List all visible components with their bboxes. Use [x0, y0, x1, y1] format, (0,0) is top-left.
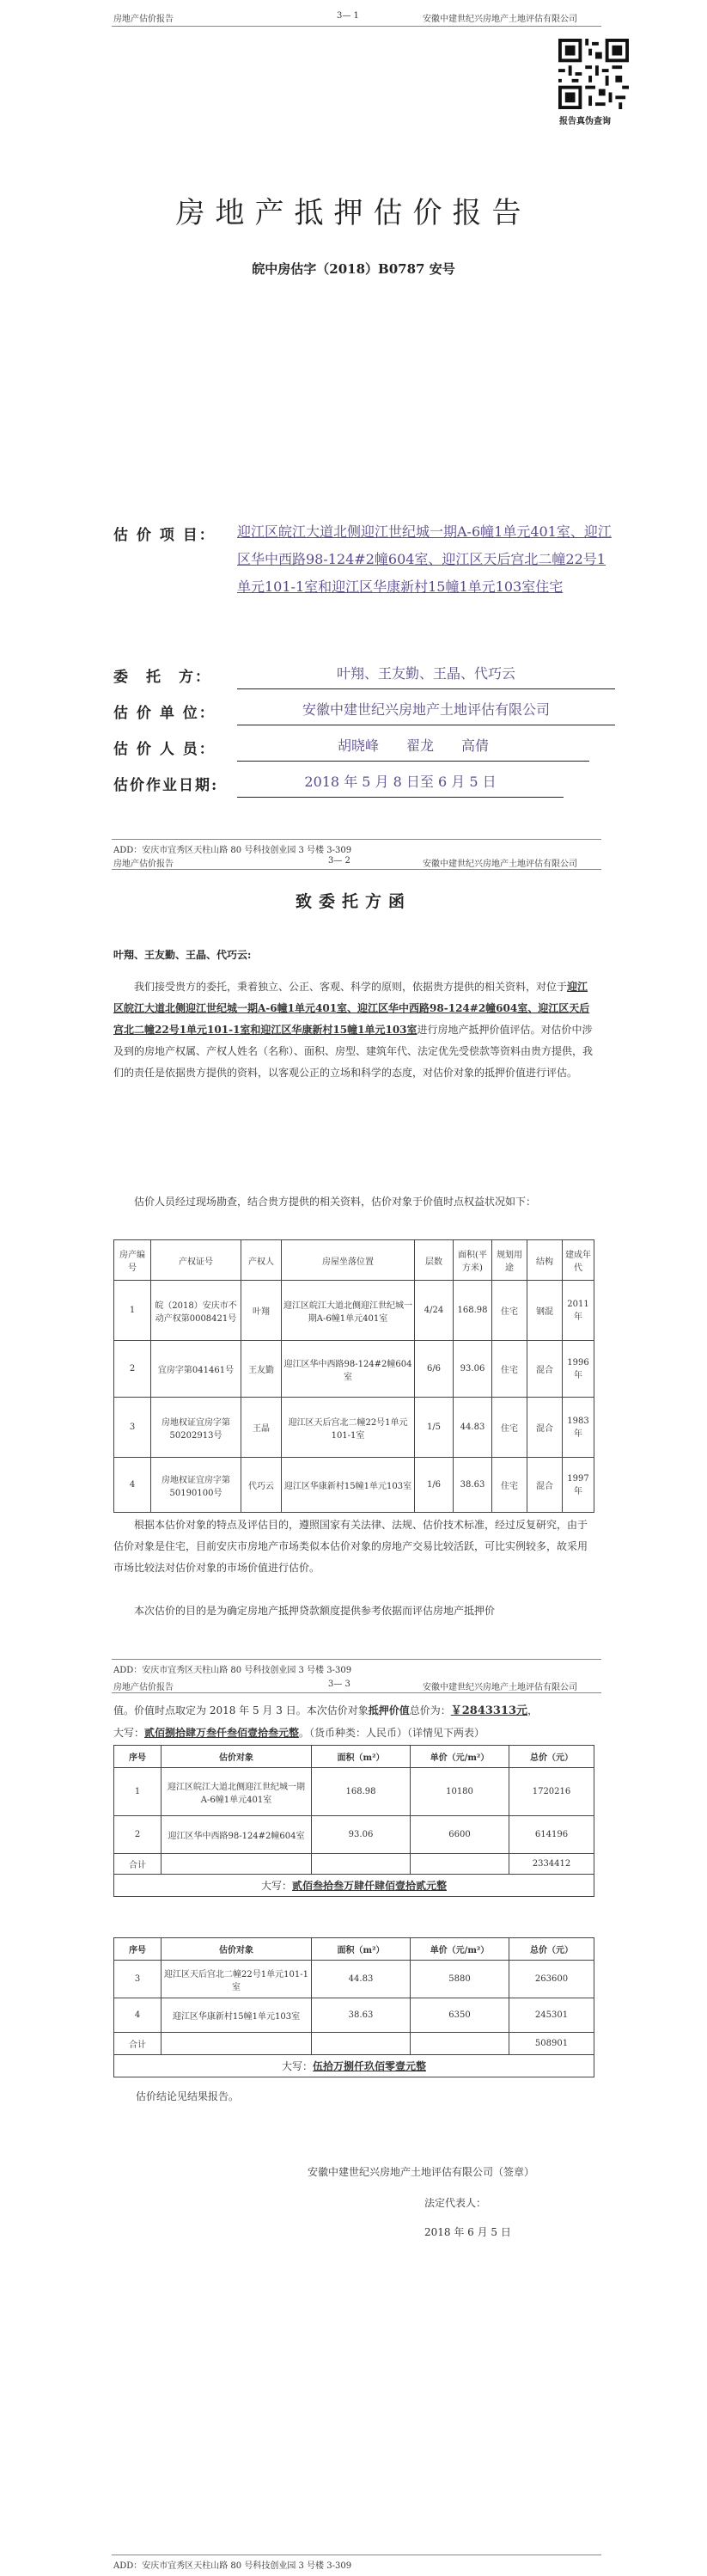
cell: [411, 1854, 509, 1875]
caps-cell: [114, 2055, 594, 2077]
cell: 代巧云: [241, 1458, 282, 1513]
cell: 宜房字第041461号: [151, 1341, 241, 1398]
valuation-table-1: [113, 1745, 594, 1897]
project-value: 迎江区皖江大道北侧迎江世纪城一期A-6幢1单元401室、迎江区华中西路98-124#2幢604室、迎江区天后宫北二幢22号1单元101-1室和迎江区华康新村15幢1单元103室住宅: [237, 523, 612, 595]
letter-paragraph-2: 估价人员经过现场勘查，结合贵方提供的相关资料，估价对象于价值时点权益状况如下：: [134, 1196, 537, 1208]
total-label: 合计: [114, 2033, 162, 2055]
value-keyword: 抵押价值: [368, 1704, 410, 1716]
value-statement: [113, 1700, 612, 1722]
cell: 3: [114, 1398, 151, 1458]
cell: 混合: [527, 1341, 563, 1398]
col-header: 估价对象: [162, 1746, 312, 1768]
cell: 5880: [411, 1961, 509, 1998]
table-row: [114, 1398, 594, 1458]
cell: 住宅: [492, 1458, 527, 1513]
rights-table: [113, 1239, 594, 1513]
footer-address: ADD：安庆市宜秀区天柱山路 80 号科技创业园 3 号楼 3-309: [113, 846, 352, 855]
col-header: 建成年代: [563, 1240, 594, 1281]
sign-representative: 法定代表人：: [424, 2197, 487, 2209]
letter-paragraph-3: 根据本估价对象的特点及评估目的，遵照国家有关法律、法规、估价技术标准，经过反复研究，由于估价对象是住宅，目前安庆市房地产市场类似本估价对象的房地产交易比较活跃，可比实例较多，故采用市场比较法对估价对象的市场价值进行估价。: [113, 1519, 588, 1574]
cell: 168.98: [454, 1281, 492, 1341]
table-row: [114, 1998, 594, 2033]
header-page-number: 3— 2: [328, 856, 350, 866]
header-right: 安徽中建世纪兴房地产土地评估有限公司: [423, 860, 577, 869]
cell: [312, 2033, 411, 2055]
report-title: 房地产抵押估价报告: [175, 196, 532, 230]
cell: 2: [114, 1341, 151, 1398]
col-header: 序号: [114, 1938, 162, 1961]
work-date-value: 2018 年 5 月 8 日至 6 月 5 日: [237, 768, 564, 798]
client-value: 叶翔、王友勤、王晶、代巧云: [237, 660, 615, 689]
cell: 1983年: [563, 1398, 594, 1458]
value-tail: ，: [527, 1704, 539, 1716]
table-row: [114, 1768, 594, 1816]
cell: 1/6: [415, 1458, 454, 1513]
cell: 王友勤: [241, 1341, 282, 1398]
cell: 3: [114, 1961, 162, 1998]
qr-caption: 报告真伪查询: [559, 117, 611, 126]
table-row: [114, 1281, 594, 1341]
total-row: [114, 1854, 594, 1875]
cell: 住宅: [492, 1341, 527, 1398]
letter-paragraph-1: [113, 976, 594, 1084]
total-row: [114, 2033, 594, 2055]
cell: 迎江区天后宫北二幢22号1单元101-1室: [162, 1961, 312, 1998]
work-date-label: 估价作业日期:: [113, 777, 219, 794]
value-in-words: [113, 1722, 612, 1743]
cell: 迎江区皖江大道北侧迎江世纪城一期A-6幢1单元401室: [282, 1281, 415, 1341]
col-header: 总价（元）: [509, 1938, 594, 1961]
words-tail: 。（货币种类：人民币）（详情见下两表）: [299, 1727, 485, 1739]
p1-lead: 我们接受贵方的委托，秉着独立、公正、客观、科学的原则，依据贵方提供的相关资料，对位于: [134, 981, 568, 993]
caps-amount: 贰佰叁拾叁万肆仟肆佰壹拾贰元整: [292, 1880, 448, 1892]
caps-row: [114, 1875, 594, 1897]
cell: 迎江区华康新村15幢1单元103室: [162, 1998, 312, 2033]
table-header-row: [114, 1938, 594, 1961]
caps-row: [114, 2055, 594, 2077]
col-header: 单价（元/m²）: [411, 1746, 509, 1768]
header-left: 房地产估价报告: [113, 860, 174, 869]
cell: 住宅: [492, 1281, 527, 1341]
cell: 614196: [509, 1816, 594, 1854]
cell: 叶翔: [241, 1281, 282, 1341]
cell: 迎江区天后宫北二幢22号1单元101-1室: [282, 1398, 415, 1458]
cell: 38.63: [312, 1998, 411, 2033]
table-row: [114, 1961, 594, 1998]
qr-code[interactable]: [558, 39, 629, 109]
cell: 皖（2018）安庆市不动产权第0008421号: [151, 1281, 241, 1341]
p1-properties: 迎江区皖江大道北侧迎江世纪城一期A-6幢1单元401室、迎江区华中西路98-124#2幢604室、迎江区天后宫北二幢22号1单元101-1室和迎江区华康新村15幢1单元103室: [113, 981, 590, 1036]
cell: [411, 2033, 509, 2055]
cell: 迎江区皖江大道北侧迎江世纪城一期A-6幢1单元401室: [162, 1768, 312, 1816]
cell: 2011年: [563, 1281, 594, 1341]
p1-tail: 进行房地产抵押价值评估。对估价中涉及到的房地产权属、产权人姓名（名称）、面积、房型、建筑年代、法定优先受偿款等资料由贵方提供，我们的责任是依据贵方提供的资料，以客观公正的立场和科学的态度，对估价对象的抵押价值进行评估。: [113, 1024, 594, 1079]
letter-paragraph-4: 本次估价的目的是为确定房地产抵押贷款额度提供参考依据而评估房地产抵押价: [134, 1605, 496, 1617]
cell: 263600: [509, 1961, 594, 1998]
appraisers-value: 胡晓峰 翟龙 高倩: [237, 732, 589, 762]
col-header: 总价（元）: [509, 1746, 594, 1768]
cell: 1/5: [415, 1398, 454, 1458]
cell: 6/6: [415, 1341, 454, 1398]
cell: 245301: [509, 1998, 594, 2033]
col-header: 房产编号: [114, 1240, 151, 1281]
cell: 168.98: [312, 1768, 411, 1816]
letter-salutation: 叶翔、王友勤、王晶、代巧云:: [113, 949, 252, 961]
table-row: [114, 1816, 594, 1854]
table-row: [114, 1458, 594, 1513]
cell: 44.83: [454, 1398, 492, 1458]
cell: 38.63: [454, 1458, 492, 1513]
caps-cell: [114, 1875, 594, 1897]
value-lead: 值。价值时点取定为 2018 年 5 月 3 日。本次估价对象: [113, 1704, 369, 1716]
col-header: 面积(平方米): [454, 1240, 492, 1281]
valuation-table-2: [113, 1937, 594, 2077]
table-row: [114, 1341, 594, 1398]
cell: 1: [114, 1768, 162, 1816]
closing-note: 估价结论见结果报告。: [136, 2090, 240, 2102]
cell: 93.06: [454, 1341, 492, 1398]
header-left: 房地产估价报告: [113, 15, 174, 24]
appraisers-label: 估 价 人 员：: [113, 741, 216, 758]
table-header-row: [114, 1746, 594, 1768]
project-label: 估 价 项 目：: [113, 527, 216, 544]
col-header: 房屋坐落位置: [282, 1240, 415, 1281]
words-amount: 贰佰捌拾肆万叁仟叁佰壹拾叁元整: [144, 1727, 300, 1739]
cell: 混合: [527, 1458, 563, 1513]
cell: 1997年: [563, 1458, 594, 1513]
cell: 2: [114, 1816, 162, 1854]
cell: 钢混: [527, 1281, 563, 1341]
col-header: 产权人: [241, 1240, 282, 1281]
client-label: 委 托 方：: [113, 669, 211, 686]
caps-lead: 大写：: [281, 2060, 313, 2072]
cell: 10180: [411, 1768, 509, 1816]
cell: 房地权证宜房字第50202913号: [151, 1398, 241, 1458]
cell: [312, 1854, 411, 1875]
cell: 迎江区华中西路98-124#2幢604室: [162, 1816, 312, 1854]
sign-date: 2018 年 6 月 5 日: [424, 2226, 511, 2238]
cell: 4/24: [415, 1281, 454, 1341]
cell: 住宅: [492, 1398, 527, 1458]
col-header: 面积（m²）: [312, 1746, 411, 1768]
col-header: 序号: [114, 1746, 162, 1768]
total-value: 508901: [509, 2033, 594, 2055]
cell: 迎江区华康新村15幢1单元103室: [282, 1458, 415, 1513]
col-header: 层数: [415, 1240, 454, 1281]
header-left: 房地产估价报告: [113, 1683, 174, 1692]
qr-code-icon: [558, 39, 629, 109]
value-mid: 总价为：: [409, 1704, 451, 1716]
footer-address: ADD：安庆市宜秀区天柱山路 80 号科技创业园 3 号楼 3-309: [113, 2561, 352, 2571]
cell: 4: [114, 1998, 162, 2033]
letter-title: 致委托方函: [295, 892, 411, 911]
header-right: 安徽中建世纪兴房地产土地评估有限公司: [423, 1683, 577, 1692]
cell: [162, 2033, 312, 2055]
col-header: 面积（m²）: [312, 1938, 411, 1961]
total-label: 合计: [114, 1854, 162, 1875]
col-header: 单价（元/m²）: [411, 1938, 509, 1961]
footer-address: ADD：安庆市宜秀区天柱山路 80 号科技创业园 3 号楼 3-309: [113, 1666, 352, 1675]
appraiser-unit-label: 估 价 单 位：: [113, 705, 216, 722]
col-header: 规划用途: [492, 1240, 527, 1281]
table-header-row: [114, 1240, 594, 1281]
caps-amount: 伍拾万捌仟玖佰零壹元整: [313, 2060, 427, 2072]
header-right: 安徽中建世纪兴房地产土地评估有限公司: [423, 15, 577, 24]
cell: 1720216: [509, 1768, 594, 1816]
appraiser-unit-value: 安徽中建世纪兴房地产土地评估有限公司: [237, 696, 615, 725]
cell: 4: [114, 1458, 151, 1513]
words-lead: 大写：: [113, 1727, 145, 1739]
cell: [162, 1854, 312, 1875]
total-value: 2334412: [509, 1854, 594, 1875]
cell: 迎江区华中西路98-124#2幢604室: [282, 1341, 415, 1398]
col-header: 产权证号: [151, 1240, 241, 1281]
cell: 1996年: [563, 1341, 594, 1398]
value-amount: ￥2843313元: [450, 1704, 528, 1717]
cell: 44.83: [312, 1961, 411, 1998]
cell: 1: [114, 1281, 151, 1341]
report-number: 皖中房估字（2018）B0787 安号: [252, 261, 455, 277]
cell: 房地权证宜房字第50190100号: [151, 1458, 241, 1513]
cell: 93.06: [312, 1816, 411, 1854]
caps-lead: 大写：: [260, 1880, 292, 1892]
cell: 6350: [411, 1998, 509, 2033]
header-page-number: 3— 1: [337, 11, 359, 21]
cell: 王晶: [241, 1398, 282, 1458]
col-header: 估价对象: [162, 1938, 312, 1961]
cell: 混合: [527, 1398, 563, 1458]
col-header: 结构: [527, 1240, 563, 1281]
header-page-number: 3— 3: [328, 1680, 350, 1689]
cell: 6600: [411, 1816, 509, 1854]
sign-company: 安徽中建世纪兴房地产土地评估有限公司（签章）: [308, 2166, 535, 2178]
